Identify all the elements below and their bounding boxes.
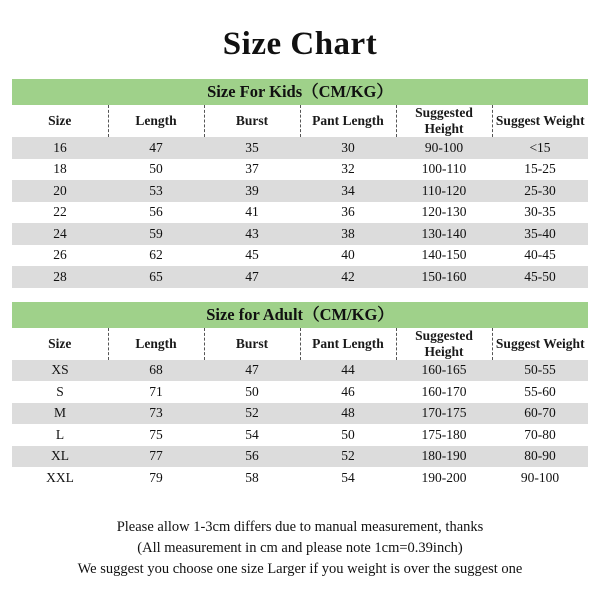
cell-length: 62: [108, 245, 204, 267]
cell-height: 140-150: [396, 245, 492, 267]
table-row: [12, 137, 588, 159]
cell-height: 120-130: [396, 202, 492, 224]
cell-length: 59: [108, 223, 204, 245]
cell-size: 24: [12, 223, 108, 245]
cell-length: 65: [108, 266, 204, 288]
kids-col-suggest-weight: Suggest Weight: [492, 105, 588, 137]
cell-weight: 45-50: [492, 266, 588, 288]
cell-length: 50: [108, 159, 204, 181]
table-row: [12, 159, 588, 181]
table-row: [12, 245, 588, 267]
table-row: [12, 467, 588, 489]
kids-band-unit: （CM/KG）: [302, 82, 393, 101]
cell-pant-length: 52: [300, 446, 396, 468]
adult-col-length: Length: [108, 328, 204, 360]
cell-length: 75: [108, 424, 204, 446]
cell-size: 22: [12, 202, 108, 224]
adult-header-row: [12, 328, 588, 360]
kids-col-length: Length: [108, 105, 204, 137]
cell-weight: 15-25: [492, 159, 588, 181]
cell-pant-length: 34: [300, 180, 396, 202]
adult-table-band: [12, 302, 588, 328]
cell-size: 28: [12, 266, 108, 288]
table-row: [12, 446, 588, 468]
table-row: [12, 403, 588, 425]
table-row: [12, 424, 588, 446]
cell-size: L: [12, 424, 108, 446]
table-row: [12, 266, 588, 288]
adult-size-table: [12, 302, 588, 489]
adult-col-burst: Burst: [204, 328, 300, 360]
cell-height: 170-175: [396, 403, 492, 425]
cell-weight: 50-55: [492, 360, 588, 382]
cell-length: 53: [108, 180, 204, 202]
adult-size-section: [12, 302, 588, 489]
adult-col-pant-length: Pant Length: [300, 328, 396, 360]
cell-pant-length: 36: [300, 202, 396, 224]
table-row: [12, 360, 588, 382]
table-row: [12, 381, 588, 403]
cell-weight: 60-70: [492, 403, 588, 425]
adult-band-title: Size for Adult: [206, 304, 304, 324]
cell-pant-length: 50: [300, 424, 396, 446]
cell-pant-length: 44: [300, 360, 396, 382]
cell-size: XS: [12, 360, 108, 382]
cell-pant-length: 54: [300, 467, 396, 489]
kids-size-table: [12, 79, 588, 288]
kids-size-section: [12, 79, 588, 288]
cell-weight: 90-100: [492, 467, 588, 489]
cell-burst: 35: [204, 137, 300, 159]
cell-size: 26: [12, 245, 108, 267]
cell-height: 160-170: [396, 381, 492, 403]
cell-burst: 52: [204, 403, 300, 425]
cell-weight: 25-30: [492, 180, 588, 202]
cell-burst: 58: [204, 467, 300, 489]
cell-burst: 50: [204, 381, 300, 403]
adult-table-band-row: [12, 302, 588, 328]
cell-height: 110-120: [396, 180, 492, 202]
cell-burst: 43: [204, 223, 300, 245]
adult-col-suggested-height: Suggested Height: [396, 328, 492, 360]
cell-length: 77: [108, 446, 204, 468]
page-title: Size Chart: [222, 26, 378, 62]
kids-col-suggested-height: Suggested Height: [396, 105, 492, 137]
notes-block: [12, 517, 588, 580]
kids-col-burst: Burst: [204, 105, 300, 137]
cell-size: XL: [12, 446, 108, 468]
cell-height: 175-180: [396, 424, 492, 446]
table-row: [12, 223, 588, 245]
cell-burst: 56: [204, 446, 300, 468]
cell-length: 71: [108, 381, 204, 403]
cell-size: M: [12, 403, 108, 425]
cell-pant-length: 38: [300, 223, 396, 245]
cell-size: S: [12, 381, 108, 403]
cell-weight: 70-80: [492, 424, 588, 446]
kids-col-size: Size: [12, 105, 108, 137]
cell-pant-length: 32: [300, 159, 396, 181]
cell-length: 47: [108, 137, 204, 159]
cell-pant-length: 48: [300, 403, 396, 425]
cell-height: 190-200: [396, 467, 492, 489]
kids-band-title: Size For Kids: [207, 82, 303, 101]
table-row: [12, 180, 588, 202]
cell-size: 20: [12, 180, 108, 202]
kids-table-band-row: [12, 79, 588, 105]
cell-height: 100-110: [396, 159, 492, 181]
cell-burst: 47: [204, 360, 300, 382]
cell-weight: 80-90: [492, 446, 588, 468]
cell-pant-length: 42: [300, 266, 396, 288]
adult-col-size: Size: [12, 328, 108, 360]
kids-header-row: [12, 105, 588, 137]
cell-height: 180-190: [396, 446, 492, 468]
table-row: [12, 202, 588, 224]
cell-pant-length: 46: [300, 381, 396, 403]
cell-length: 79: [108, 467, 204, 489]
cell-size: 16: [12, 137, 108, 159]
cell-burst: 39: [204, 180, 300, 202]
cell-weight: <15: [492, 137, 588, 159]
cell-burst: 45: [204, 245, 300, 267]
cell-pant-length: 40: [300, 245, 396, 267]
cell-weight: 30-35: [492, 202, 588, 224]
cell-size: 18: [12, 159, 108, 181]
cell-burst: 47: [204, 266, 300, 288]
cell-height: 130-140: [396, 223, 492, 245]
adult-band-unit: （CM/KG）: [303, 304, 394, 324]
note-line-3: We suggest you choose one size Larger if you weight is over the suggest one: [77, 560, 523, 577]
cell-pant-length: 30: [300, 137, 396, 159]
cell-weight: 40-45: [492, 245, 588, 267]
cell-burst: 37: [204, 159, 300, 181]
adult-col-suggest-weight: Suggest Weight: [492, 328, 588, 360]
kids-table-band: [12, 79, 588, 105]
cell-burst: 41: [204, 202, 300, 224]
cell-weight: 55-60: [492, 381, 588, 403]
cell-length: 56: [108, 202, 204, 224]
note-line-2: (All measurement in cm and please note 1cm=0.39inch): [137, 539, 463, 556]
cell-burst: 54: [204, 424, 300, 446]
cell-length: 73: [108, 403, 204, 425]
cell-height: 160-165: [396, 360, 492, 382]
note-line-1: Please allow 1-3cm differs due to manual measurement, thanks: [116, 518, 484, 535]
cell-length: 68: [108, 360, 204, 382]
cell-height: 150-160: [396, 266, 492, 288]
kids-col-pant-length: Pant Length: [300, 105, 396, 137]
cell-size: XXL: [12, 467, 108, 489]
cell-height: 90-100: [396, 137, 492, 159]
cell-weight: 35-40: [492, 223, 588, 245]
